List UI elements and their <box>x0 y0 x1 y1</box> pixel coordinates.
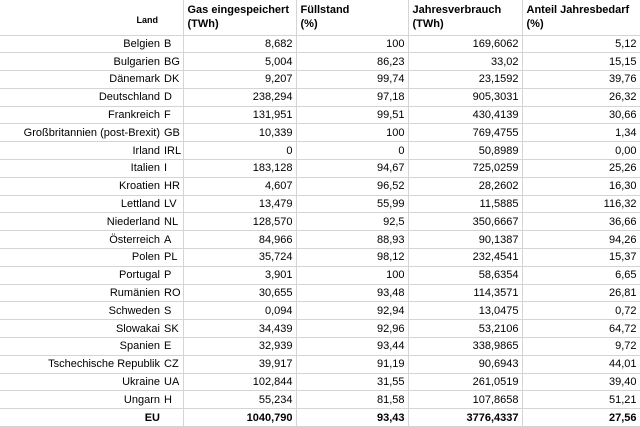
table-row <box>0 249 640 267</box>
country-name-cell[interactable]: Italien <box>0 160 162 178</box>
annual-share-cell[interactable]: 94,26 <box>522 231 640 249</box>
gas-stored-cell[interactable]: 35,724 <box>183 249 296 267</box>
country-code-cell[interactable]: E <box>162 338 183 356</box>
annual-share-cell[interactable]: 44,01 <box>522 355 640 373</box>
annual-consumption-cell[interactable]: 261,0519 <box>408 373 522 391</box>
annual-share-cell[interactable]: 64,72 <box>522 320 640 338</box>
header-annual-share[interactable] <box>522 0 640 35</box>
country-code-cell[interactable]: GB <box>162 124 183 142</box>
header-fill-level-line1: Füllstand <box>300 4 350 16</box>
annual-consumption-cell[interactable]: 13,0475 <box>408 302 522 320</box>
gas-stored-cell[interactable]: 13,479 <box>183 195 296 213</box>
country-name-cell[interactable]: Niederland <box>0 213 162 231</box>
annual-share-cell[interactable]: 0,72 <box>522 302 640 320</box>
header-annual-consumption-line1: Jahresverbrauch <box>412 4 502 16</box>
table-row <box>0 142 640 160</box>
country-name-cell[interactable]: Lettland <box>0 195 162 213</box>
country-code-cell[interactable] <box>162 409 183 427</box>
annual-share-cell[interactable]: 9,72 <box>522 338 640 356</box>
annual-share-cell[interactable]: 6,65 <box>522 266 640 284</box>
country-name-cell[interactable]: Deutschland <box>0 88 162 106</box>
header-annual-consumption[interactable] <box>408 0 522 35</box>
annual-share-cell[interactable]: 30,66 <box>522 106 640 124</box>
table-row <box>0 373 640 391</box>
annual-consumption-cell[interactable]: 53,2106 <box>408 320 522 338</box>
gas-stored-cell[interactable]: 238,294 <box>183 88 296 106</box>
country-code-cell[interactable]: A <box>162 231 183 249</box>
annual-consumption-cell[interactable]: 114,3571 <box>408 284 522 302</box>
annual-consumption-cell[interactable]: 232,4541 <box>408 249 522 267</box>
table-row <box>0 320 640 338</box>
country-code-cell[interactable]: H <box>162 391 183 409</box>
fill-level-cell[interactable]: 93,48 <box>296 284 408 302</box>
annual-consumption-cell[interactable]: 28,2602 <box>408 177 522 195</box>
fill-level-cell[interactable]: 100 <box>296 124 408 142</box>
table-row <box>0 53 640 71</box>
annual-share-cell[interactable]: 116,32 <box>522 195 640 213</box>
country-name-cell[interactable]: Österreich <box>0 231 162 249</box>
annual-share-cell[interactable]: 26,81 <box>522 284 640 302</box>
fill-level-cell[interactable]: 97,18 <box>296 88 408 106</box>
table-row <box>0 266 640 284</box>
gas-stored-cell[interactable]: 4,607 <box>183 177 296 195</box>
annual-consumption-cell[interactable]: 90,1387 <box>408 231 522 249</box>
country-name-cell[interactable]: EU <box>0 409 162 427</box>
table-row <box>0 177 640 195</box>
annual-consumption-cell[interactable]: 430,4139 <box>408 106 522 124</box>
fill-level-cell[interactable]: 92,96 <box>296 320 408 338</box>
annual-consumption-cell[interactable]: 3776,4337 <box>408 409 522 427</box>
fill-level-cell[interactable]: 92,5 <box>296 213 408 231</box>
header-annual-share-line1: Anteil Jahresbedarf <box>526 4 630 16</box>
gas-stored-cell[interactable]: 32,939 <box>183 338 296 356</box>
country-code-cell[interactable]: NL <box>162 213 183 231</box>
annual-consumption-cell[interactable]: 169,6062 <box>408 35 522 53</box>
gas-stored-cell[interactable]: 30,655 <box>183 284 296 302</box>
annual-consumption-cell[interactable]: 33,02 <box>408 53 522 71</box>
header-row <box>0 0 640 35</box>
annual-share-cell[interactable]: 26,32 <box>522 88 640 106</box>
table-row <box>0 195 640 213</box>
header-fill-level-line2: (%) <box>300 18 318 30</box>
country-code-cell[interactable]: P <box>162 266 183 284</box>
gas-stored-cell[interactable]: 34,439 <box>183 320 296 338</box>
header-annual-consumption-line2: (TWh) <box>412 18 444 30</box>
fill-level-cell[interactable]: 86,23 <box>296 53 408 71</box>
annual-consumption-cell[interactable]: 769,4755 <box>408 124 522 142</box>
annual-share-cell[interactable]: 27,56 <box>522 409 640 427</box>
header-gas-stored-line2: (TWh) <box>187 18 219 30</box>
annual-share-cell[interactable]: 39,40 <box>522 373 640 391</box>
annual-share-cell[interactable]: 5,12 <box>522 35 640 53</box>
table-row <box>0 124 640 142</box>
fill-level-cell[interactable]: 91,19 <box>296 355 408 373</box>
country-name-cell[interactable]: Tschechische Republik <box>0 355 162 373</box>
country-code-cell[interactable]: I <box>162 160 183 178</box>
country-name-cell[interactable]: Polen <box>0 249 162 267</box>
annual-share-cell[interactable]: 51,21 <box>522 391 640 409</box>
table-row <box>0 284 640 302</box>
country-name-cell[interactable]: Rumänien <box>0 284 162 302</box>
country-code-cell[interactable]: UA <box>162 373 183 391</box>
annual-share-cell[interactable]: 0,00 <box>522 142 640 160</box>
annual-consumption-cell[interactable]: 905,3031 <box>408 88 522 106</box>
fill-level-cell[interactable]: 0 <box>296 142 408 160</box>
country-code-cell[interactable]: SK <box>162 320 183 338</box>
annual-consumption-cell[interactable]: 90,6943 <box>408 355 522 373</box>
country-code-cell[interactable]: LV <box>162 195 183 213</box>
gas-stored-cell[interactable]: 5,004 <box>183 53 296 71</box>
header-gas-stored[interactable] <box>183 0 296 35</box>
gas-stored-cell[interactable]: 131,951 <box>183 106 296 124</box>
country-name-cell[interactable]: Schweden <box>0 302 162 320</box>
country-code-cell[interactable]: RO <box>162 284 183 302</box>
country-code-cell[interactable]: HR <box>162 177 183 195</box>
fill-level-cell[interactable]: 55,99 <box>296 195 408 213</box>
country-code-cell[interactable]: D <box>162 88 183 106</box>
gas-stored-cell[interactable]: 102,844 <box>183 373 296 391</box>
gas-stored-cell[interactable]: 183,128 <box>183 160 296 178</box>
fill-level-cell[interactable]: 31,55 <box>296 373 408 391</box>
annual-consumption-cell[interactable]: 58,6354 <box>408 266 522 284</box>
country-code-cell[interactable]: PL <box>162 249 183 267</box>
table-row <box>0 88 640 106</box>
annual-consumption-cell[interactable]: 107,8658 <box>408 391 522 409</box>
fill-level-cell[interactable]: 93,43 <box>296 409 408 427</box>
gas-stored-cell[interactable]: 0 <box>183 142 296 160</box>
gas-stored-cell[interactable]: 0,094 <box>183 302 296 320</box>
country-name-cell[interactable]: Portugal <box>0 266 162 284</box>
annual-consumption-cell[interactable]: 350,6667 <box>408 213 522 231</box>
annual-share-cell[interactable]: 25,26 <box>522 160 640 178</box>
fill-level-cell[interactable]: 88,93 <box>296 231 408 249</box>
total-row <box>0 409 640 427</box>
country-code-cell[interactable]: S <box>162 302 183 320</box>
fill-level-cell[interactable]: 94,67 <box>296 160 408 178</box>
country-name-cell[interactable]: Kroatien <box>0 177 162 195</box>
header-land[interactable]: Land <box>0 0 162 35</box>
country-name-cell[interactable]: Belgien <box>0 35 162 53</box>
country-name-cell[interactable]: Spanien <box>0 338 162 356</box>
fill-level-cell[interactable]: 99,51 <box>296 106 408 124</box>
gas-stored-cell[interactable]: 39,917 <box>183 355 296 373</box>
fill-level-cell[interactable]: 92,94 <box>296 302 408 320</box>
fill-level-cell[interactable]: 98,12 <box>296 249 408 267</box>
country-name-cell[interactable]: Dänemark <box>0 71 162 89</box>
header-code[interactable] <box>162 0 183 35</box>
annual-share-cell[interactable]: 36,66 <box>522 213 640 231</box>
country-name-cell[interactable]: Bulgarien <box>0 53 162 71</box>
table-row <box>0 35 640 53</box>
country-name-cell[interactable]: Ungarn <box>0 391 162 409</box>
header-gas-stored-line1: Gas eingespeichert <box>187 4 289 16</box>
fill-level-cell[interactable]: 81,58 <box>296 391 408 409</box>
annual-consumption-cell[interactable]: 23,1592 <box>408 71 522 89</box>
annual-consumption-cell[interactable]: 725,0259 <box>408 160 522 178</box>
table-body <box>0 35 640 427</box>
table-row <box>0 391 640 409</box>
country-code-cell[interactable]: BG <box>162 53 183 71</box>
gas-stored-cell[interactable]: 84,966 <box>183 231 296 249</box>
country-name-cell[interactable]: Slowakai <box>0 320 162 338</box>
annual-consumption-cell[interactable]: 50,8989 <box>408 142 522 160</box>
country-code-cell[interactable]: CZ <box>162 355 183 373</box>
annual-share-cell[interactable]: 39,76 <box>522 71 640 89</box>
fill-level-cell[interactable]: 99,74 <box>296 71 408 89</box>
annual-consumption-cell[interactable]: 11,5885 <box>408 195 522 213</box>
annual-share-cell[interactable]: 1,34 <box>522 124 640 142</box>
gas-stored-cell[interactable]: 3,901 <box>183 266 296 284</box>
header-annual-share-line2: (%) <box>526 18 544 30</box>
annual-consumption-cell[interactable]: 338,9865 <box>408 338 522 356</box>
table-row <box>0 71 640 89</box>
gas-stored-cell[interactable]: 55,234 <box>183 391 296 409</box>
table-row <box>0 106 640 124</box>
header-fill-level[interactable] <box>296 0 408 35</box>
country-name-cell[interactable]: Ukraine <box>0 373 162 391</box>
country-code-cell[interactable]: DK <box>162 71 183 89</box>
gas-stored-cell[interactable]: 10,339 <box>183 124 296 142</box>
gas-stored-cell[interactable]: 8,682 <box>183 35 296 53</box>
fill-level-cell[interactable]: 93,44 <box>296 338 408 356</box>
table-row <box>0 213 640 231</box>
table-row <box>0 302 640 320</box>
country-name-cell[interactable]: Irland <box>0 142 162 160</box>
table-row <box>0 338 640 356</box>
table-row <box>0 160 640 178</box>
fill-level-cell[interactable]: 100 <box>296 35 408 53</box>
gas-stored-cell[interactable]: 128,570 <box>183 213 296 231</box>
annual-share-cell[interactable]: 15,37 <box>522 249 640 267</box>
gas-stored-cell[interactable]: 9,207 <box>183 71 296 89</box>
country-code-cell[interactable]: F <box>162 106 183 124</box>
fill-level-cell[interactable]: 96,52 <box>296 177 408 195</box>
country-code-cell[interactable]: B <box>162 35 183 53</box>
gas-stored-cell[interactable]: 1040,790 <box>183 409 296 427</box>
table-row <box>0 231 640 249</box>
country-name-cell[interactable]: Großbritannien (post-Brexit) <box>0 124 162 142</box>
annual-share-cell[interactable]: 16,30 <box>522 177 640 195</box>
country-code-cell[interactable]: IRL <box>162 142 183 160</box>
annual-share-cell[interactable]: 15,15 <box>522 53 640 71</box>
fill-level-cell[interactable]: 100 <box>296 266 408 284</box>
table-row <box>0 355 640 373</box>
country-name-cell[interactable]: Frankreich <box>0 106 162 124</box>
